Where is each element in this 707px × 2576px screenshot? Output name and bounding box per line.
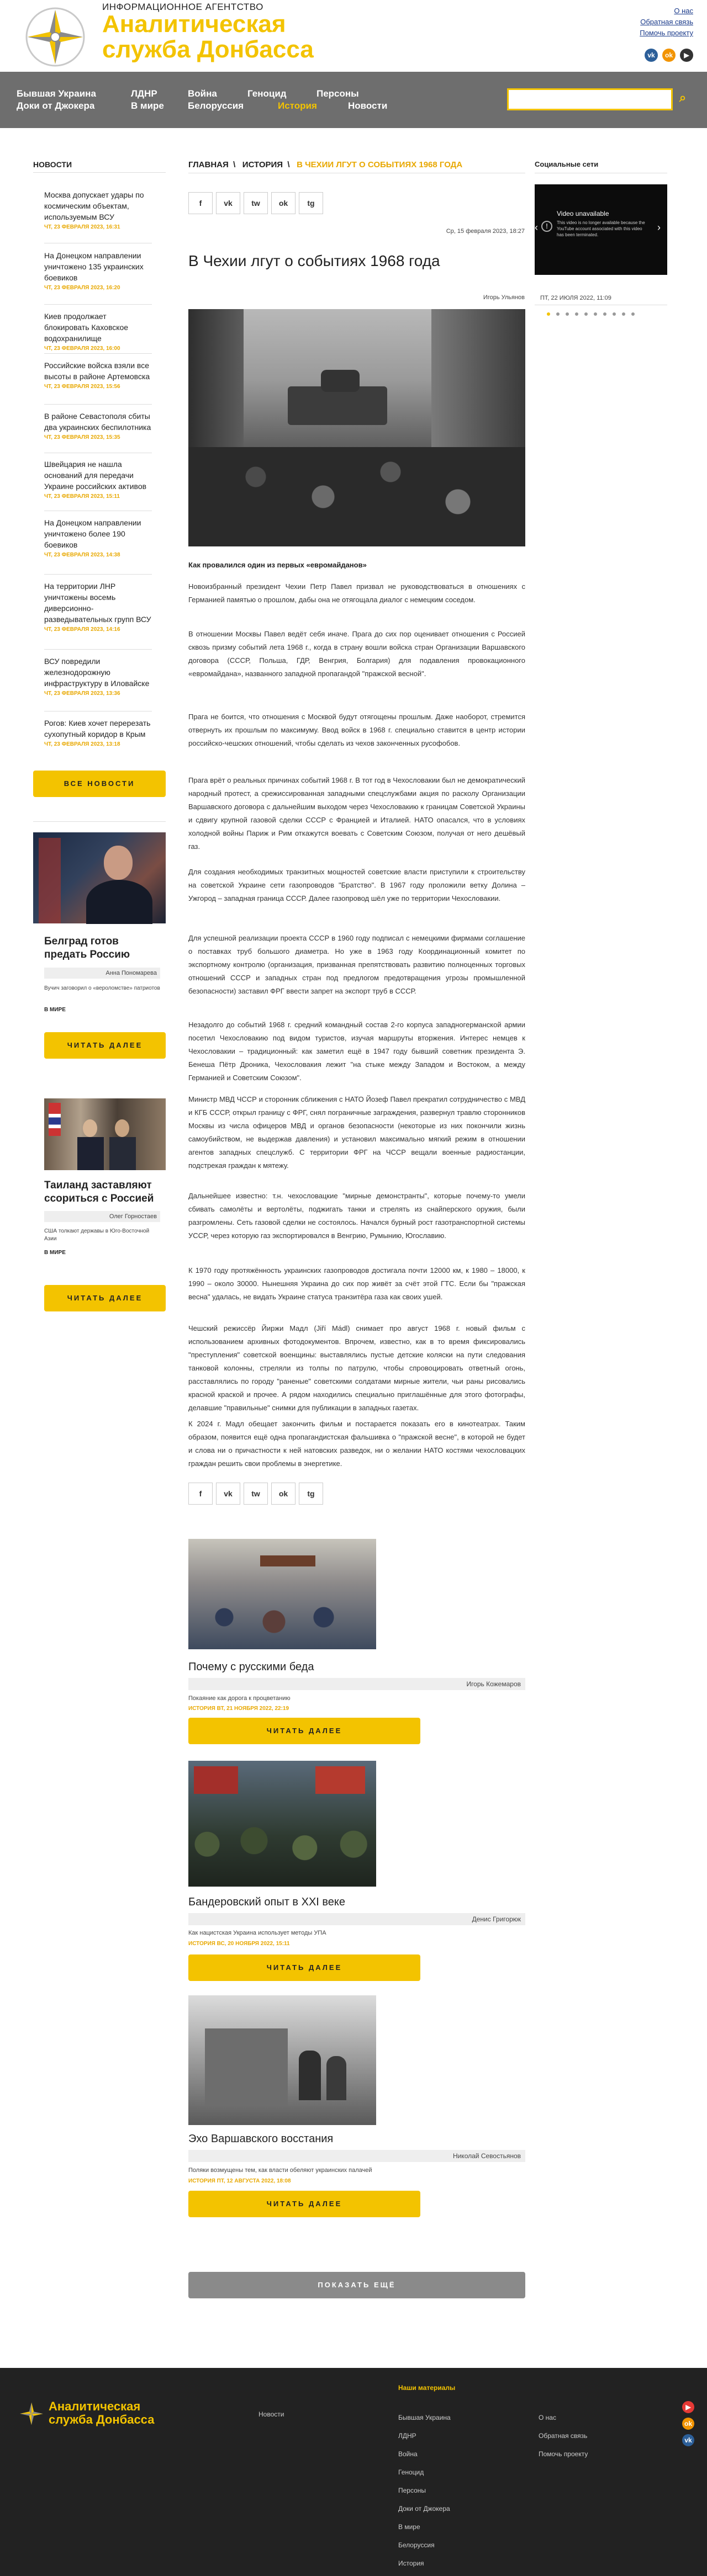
article-paragraph: Для создания необходимых транзитных мощностей советские власти приступили к строительству на советской Украине сети газопроводов "Братство". В 1967 году проложили ветку Долина – Ужгород – западная граница СССР. Далее газопровод шёл уже по территории Чехословакии. — [188, 868, 525, 902]
article-paragraph: К 2024 г. Мадл обещает закончить фильм и постарается показать его в кинотеатрах. Таким образом, появится ещё одна пропагандистская фальшивка о "пражской весне", в которой не будет и слова ни о причастности к ней натовских разведок, ни о желании НАТО костями чехословацких граждан решить свои проблемы в энергетике. — [188, 1420, 525, 1468]
vk-icon[interactable]: vk — [682, 2434, 694, 2446]
article-paragraph: Чешский режиссёр Йиржи Мадл (Jiří Mádl) снимает про август 1968 г. новый фильм с использованием архивных фотодокументов. Впрочем, известно, как в то время фиксировались "преступления" советской военщины: выставлялись пустые детские коляски на пути следования танковой колонны, стреляли из толпы по патрулю, чтобы спровоцировать ответный огонь, расставлялись по городу "раненые" советскими солдатами мирные жители, чьи раны рисовались красной краской и прочее. А рядом находились специально приглашённые для этого фотографы, делавшие "правильные" снимки для публикации в западных газетах. — [188, 1324, 525, 1412]
promo-title[interactable]: Белград готов предать Россию — [44, 936, 130, 960]
nav-item-joker-docs[interactable]: Доки от Джокера — [17, 100, 95, 111]
breadcrumb-history[interactable]: ИСТОРИЯ — [242, 160, 283, 169]
logo-pretitle: ИНФОРМАЦИОННОЕ АГЕНТСТВО — [102, 2, 263, 12]
carousel-dot[interactable] — [575, 312, 578, 316]
news-item[interactable]: Швейцария не нашла оснований для передачи Украине российских активов ЧТ, 23 ФЕВРАЛЯ 2023, 15:11 — [44, 460, 147, 500]
news-item[interactable]: Рогов: Киев хочет перерезать сухопутный коридор в Крым ЧТ, 23 ФЕВРАЛЯ 2023, 13:18 — [44, 719, 151, 747]
promo-title[interactable]: Таиланд заставляют ссориться с Россией — [44, 1180, 154, 1204]
article-date: Ср, 15 февраля 2023, 18:27 — [446, 228, 525, 235]
promo-tag: В МИРЕ — [44, 1007, 66, 1013]
promo-photo-face — [104, 846, 133, 880]
read-more-button[interactable]: ЧИТАТЬ ДАЛЕЕ — [44, 1032, 166, 1059]
carousel-dot[interactable] — [566, 312, 569, 316]
footer-socials — [682, 2401, 694, 2446]
promo-photo-suit — [109, 1137, 136, 1170]
video-embed[interactable] — [535, 184, 667, 275]
related-author: Игорь Кожемаров — [188, 1678, 525, 1690]
article-paragraph: Незадолго до событий 1968 г. средний командный состав 2-го корпуса западногерманской армии посетил Чехословакию под видом туристов, изучая маршруты вторжения. Интерес немцев к Чехословакии – традиционный: как заметил ещё в 1947 году бывший советник президента Э. Бенеша Пётр Дроника, Чехословакия лежит "на стыке между Западом и Востоком, а между Германией и Советским Союзом". — [188, 1021, 525, 1082]
article-paragraph: Прага врёт о реальных причинах событий 1968 г. В тот год в Чехословакии был не демократический народный протест, а срежиссированная западными спецслужбами акция по расколу Организации Варшавского договора с дальнейшим выходом через Чехословакию к границам Советской Украины и сдвигу крупной газовой сделки СССР с Францией и Италией. НАТО опасался, что в условиях холодной войны Париж и Рим откажутся воевать с Советским Союзом, получая от него дешёвый газ. — [188, 776, 525, 851]
related-photo[interactable] — [188, 1761, 376, 1887]
related-photo[interactable] — [188, 1995, 376, 2125]
video-title: Video unavailable — [557, 210, 609, 217]
promo-photo-flag — [49, 1103, 61, 1136]
article-paragraph: Дальнейшее известно: т.н. чехословацкие "мирные демонстранты", которые почему-то умели сбивать самолёты и вертолёты, поджигать танки и стрелять из снайперского оружия, были разгромлены. Сеть газовой сделки не состоялось. Начался бурный рост газотранспортной системы УССР, через которую газ экспортировался в Венгрию, Румынию, Югославию. — [188, 1192, 525, 1240]
article-paragraph: Прага не боится, что отношения с Москвой будут отягощены прошлым. Даже наоборот, стремится отвернуть их прошлым по максимуму. Ввод войск в 1968 г. специально ставится в центр истории российско-чешских отношений, чтобы сделать из чехов законченных русофобов. — [188, 713, 525, 747]
search-input[interactable] — [507, 88, 673, 110]
link-feedback[interactable]: Обратная связь — [640, 18, 693, 26]
carousel-dot[interactable] — [584, 312, 588, 316]
article-photo — [188, 309, 525, 546]
footer-link-donate[interactable]: Помочь проекту — [539, 2450, 588, 2458]
footer-link[interactable]: ЛДНР — [398, 2432, 416, 2440]
logo-title-line2: служба Донбасса — [102, 36, 314, 63]
related-desc: Как нацистская Украина использует методы УПА — [188, 1930, 326, 1936]
promo-photo-face — [83, 1119, 97, 1137]
related-author: Николай Севостьянов — [188, 2150, 525, 2162]
article-paragraph: В отношении Москвы Павел ведёт себя иначе. Прага до сих пор оценивает отношения с Россией сквозь призму событий лета 1968 г., когда в страну вошли войска стран Организации Варшавского договора (СССР, Польша, ГДР, Венгрия, Болгария) для подавления провокационного «евромайдана», названного западной пропагандой "пражской весной". — [188, 630, 525, 678]
share-twitter-icon[interactable]: tw — [244, 1483, 268, 1505]
carousel-dot[interactable] — [603, 312, 606, 316]
footer-materials-heading: Наши материалы — [398, 2384, 456, 2392]
promo-photo-suit — [86, 880, 152, 924]
read-more-button[interactable]: ЧИТАТЬ ДАЛЕЕ — [188, 2191, 420, 2217]
site-header — [0, 0, 707, 72]
promo-desc: США толкают державы в Юго-Восточной Азии — [44, 1228, 150, 1242]
footer-logo-icon[interactable] — [18, 2400, 45, 2428]
news-item[interactable]: На территории ЛНР уничтожены восемь диверсионно-разведывательных групп ВСУ ЧТ, 23 ФЕВРАЛЯ 2023, 14:16 — [44, 582, 151, 633]
site-logo[interactable] — [17, 0, 365, 72]
all-news-button[interactable]: ВСЕ НОВОСТИ — [33, 771, 166, 797]
news-item[interactable]: Киев продолжает блокировать Каховское водохранилище ЧТ, 23 ФЕВРАЛЯ 2023, 16:00 — [44, 312, 129, 352]
related-title[interactable]: Почему с русскими беда — [188, 1661, 314, 1673]
carousel-dot[interactable] — [622, 312, 625, 316]
nav-item-ex-ukraine[interactable]: Бывшая Украина — [17, 88, 96, 99]
breadcrumb-home[interactable]: ГЛАВНАЯ — [188, 160, 229, 169]
news-item[interactable]: Москва допускает удары по космическим объектам, используемым ВСУ ЧТ, 23 ФЕВРАЛЯ 2023, 16:31 — [44, 190, 144, 230]
promo-author: Анна Пономарева — [44, 968, 160, 979]
logo-title-line1: Аналитическая — [102, 10, 286, 38]
nav-item-world[interactable]: В мире — [131, 100, 164, 111]
article-paragraph: Для успешной реализации проекта СССР в 1960 году подписал с немецкими фирмами соглашение о поставках труб большого диаметра. Но уже в 1963 году Координационный комитет по экспортному контролю (организация, призванная препятствовать развитию полноценных торговых отношений СССР и западных стран под предлогом предотвращения угрозы промышленной безопасности) заставил ФРГ ввести запрет на экспорт труб в СССР. — [188, 934, 525, 995]
youtube-icon[interactable]: ▶ — [682, 2401, 694, 2413]
promo-tag: В МИРЕ — [44, 1250, 66, 1256]
related-title[interactable]: Бандеровский опыт в XXI веке — [188, 1896, 346, 1908]
article-photo-tank — [288, 386, 387, 425]
socials-heading: Социальные сети — [535, 160, 599, 168]
share-telegram-icon[interactable]: tg — [299, 1483, 323, 1505]
article-lead: Как провалился один из первых «евромайданов» — [188, 561, 367, 569]
article-author: Игорь Ульянов — [483, 294, 525, 301]
header-socials — [645, 49, 693, 62]
share-vk-icon[interactable]: vk — [216, 192, 240, 214]
carousel-dot[interactable] — [613, 312, 616, 316]
read-more-button[interactable]: ЧИТАТЬ ДАЛЕЕ — [44, 1285, 166, 1311]
link-donate[interactable]: Помочь проекту — [640, 29, 693, 37]
carousel-dot[interactable] — [547, 312, 550, 316]
footer-link[interactable]: История — [398, 2559, 424, 2567]
footer-link[interactable]: Бывшая Украина — [398, 2414, 451, 2421]
article-paragraph: К 1970 году протяжённость украинских газопроводов достигала почти 12000 км, к 1980 – 18000, к 1990 – около 30000. Нынешняя Украина до сих пор живёт за счёт этой ГТС. Если бы "пражская весна" удалась, не видать Украине статуса транзитёра газа как своих ушей. — [188, 1266, 525, 1301]
show-more-button[interactable]: ПОКАЗАТЬ ЕЩЁ — [188, 2272, 525, 2298]
nav-item-genocide[interactable]: Геноцид — [247, 88, 287, 99]
news-heading: НОВОСТИ — [33, 160, 72, 169]
prev-arrow-icon[interactable]: ‹ — [535, 222, 538, 233]
warning-icon: ! — [541, 221, 552, 232]
promo-author: Олег Горностаев — [44, 1211, 160, 1222]
news-item[interactable]: На Донецком направлении уничтожено более 190 боевиков ЧТ, 23 ФЕВРАЛЯ 2023, 14:38 — [44, 518, 141, 558]
share-ok-icon[interactable]: ok — [271, 1483, 296, 1505]
nav-item-history[interactable]: История — [278, 100, 317, 111]
news-item[interactable]: ВСУ повредили железнодорожную инфраструктуру в Иловайске ЧТ, 23 ФЕВРАЛЯ 2023, 13:36 — [44, 657, 150, 697]
top-links — [640, 6, 693, 39]
footer-link-about[interactable]: О нас — [539, 2414, 556, 2421]
share-ok-icon[interactable]: ok — [271, 192, 296, 214]
footer-link[interactable]: Белоруссия — [398, 2541, 435, 2549]
promo-photo-flag — [39, 838, 61, 923]
vk-icon[interactable]: vk — [645, 49, 658, 62]
breadcrumb-current: В ЧЕХИИ ЛГУТ О СОБЫТИЯХ 1968 ГОДА — [297, 160, 463, 169]
breadcrumb: ГЛАВНАЯ \ ИСТОРИЯ \ В ЧЕХИИ ЛГУТ О СОБЫТИЯХ 1968 ГОДА — [188, 160, 463, 169]
carousel-dot[interactable] — [556, 312, 560, 316]
share-vk-icon[interactable]: vk — [216, 1483, 240, 1505]
share-facebook-icon[interactable]: f — [188, 192, 213, 214]
footer-link[interactable]: Война — [398, 2450, 418, 2458]
share-telegram-icon[interactable]: tg — [299, 192, 323, 214]
nav-item-persons[interactable]: Персоны — [316, 88, 359, 99]
related-desc: Поляки возмущены тем, как власти обеляют украинских палачей — [188, 2167, 372, 2174]
article-paragraph: Министр МВД ЧССР и сторонник сближения с НАТО Йозеф Павел прекратил сотрудничество с МВД и КГБ СССР, открыл границу с ФРГ, снял пограничные заграждения, развернул травлю сторонников Москвы из числа офицеров МВД и органов безопасности (некоторые из них покончили жизнь самоубийством, не выдержав давления) и установил максимально мягкий режим в отношении агентов западных спецслужб. С территории ФРГ на ЧССР вещали военные радиостанции, подстрекая граждан к мятежу. — [188, 1095, 525, 1170]
logo-star-icon — [22, 4, 88, 70]
related-date: ИСТОРИЯ ПТ, 12 АВГУСТА 2022, 18:08 — [188, 2178, 291, 2184]
video-date: ПТ, 22 ИЮЛЯ 2022, 11:09 — [540, 295, 611, 301]
related-photo[interactable] — [188, 1539, 376, 1649]
carousel-dot[interactable] — [594, 312, 597, 316]
ok-icon[interactable]: ok — [662, 49, 676, 62]
article-title: В Чехии лгут о событиях 1968 года — [188, 252, 440, 269]
article-photo-crowd — [188, 447, 525, 546]
video-text: This video is no longer available because the YouTube account associated with this video has been terminated. — [557, 220, 645, 237]
related-title[interactable]: Эхо Варшавского восстания — [188, 2133, 334, 2145]
related-date: ИСТОРИЯ ВС, 20 НОЯБРЯ 2022, 15:11 — [188, 1941, 290, 1947]
nav-item-belarus[interactable]: Белоруссия — [188, 100, 244, 111]
main-nav — [0, 72, 707, 128]
footer-link[interactable]: Геноцид — [398, 2468, 424, 2476]
promo-photo-face — [115, 1119, 129, 1137]
promo-photo[interactable] — [44, 1098, 166, 1170]
search-icon[interactable]: ⌕ — [679, 91, 687, 104]
ok-icon[interactable]: ok — [682, 2418, 694, 2430]
share-facebook-icon[interactable]: f — [188, 1483, 213, 1505]
read-more-button[interactable]: ЧИТАТЬ ДАЛЕЕ — [188, 1718, 420, 1744]
news-item[interactable]: На Донецком направлении уничтожено 135 украинских боевиков ЧТ, 23 ФЕВРАЛЯ 2023, 16:20 — [44, 251, 144, 291]
carousel-dots — [547, 312, 635, 316]
next-arrow-icon[interactable]: › — [657, 222, 661, 233]
news-item[interactable]: Российские войска взяли все высоты в районе Артемовска ЧТ, 23 ФЕВРАЛЯ 2023, 15:56 — [44, 361, 150, 390]
footer-logo-text[interactable]: Аналитическая служба Донбасса — [49, 2399, 155, 2426]
nav-item-news[interactable]: Новости — [348, 100, 388, 111]
article-paragraph: Новоизбранный президент Чехии Петр Павел призвал не руководствоваться в отношениях с Германией памятью о прошлом, дабы она не отягощала диалог с немецким соседом. — [188, 582, 525, 604]
footer-link[interactable]: В мире — [398, 2523, 420, 2531]
promo-photo[interactable] — [33, 832, 166, 923]
footer-link-feedback[interactable]: Обратная связь — [539, 2432, 588, 2440]
share-twitter-icon[interactable]: tw — [244, 192, 268, 214]
footer-link-news[interactable]: Новости — [258, 2410, 284, 2418]
related-date: ИСТОРИЯ ВТ, 21 НОЯБРЯ 2022, 22:19 — [188, 1706, 289, 1712]
carousel-dot[interactable] — [631, 312, 635, 316]
read-more-button[interactable]: ЧИТАТЬ ДАЛЕЕ — [188, 1954, 420, 1981]
related-desc: Покаяние как дорога к процветанию — [188, 1695, 291, 1702]
youtube-icon[interactable]: ▶ — [680, 49, 693, 62]
news-item[interactable]: В районе Севастополя сбиты два украинских беспилотника ЧТ, 23 ФЕВРАЛЯ 2023, 15:35 — [44, 412, 151, 440]
footer-link[interactable]: Доки от Джокера — [398, 2505, 450, 2513]
nav-item-ldnr[interactable]: ЛДНР — [131, 88, 157, 99]
site-footer — [0, 2368, 707, 2576]
promo-photo-suit — [77, 1137, 104, 1170]
link-about[interactable]: О нас — [674, 7, 693, 15]
nav-item-war[interactable]: Война — [188, 88, 217, 99]
promo-desc: Вучич заговорил о «вероломстве» патриотов — [44, 985, 160, 991]
footer-link[interactable]: Персоны — [398, 2487, 426, 2494]
related-author: Денис Григорюк — [188, 1913, 525, 1925]
